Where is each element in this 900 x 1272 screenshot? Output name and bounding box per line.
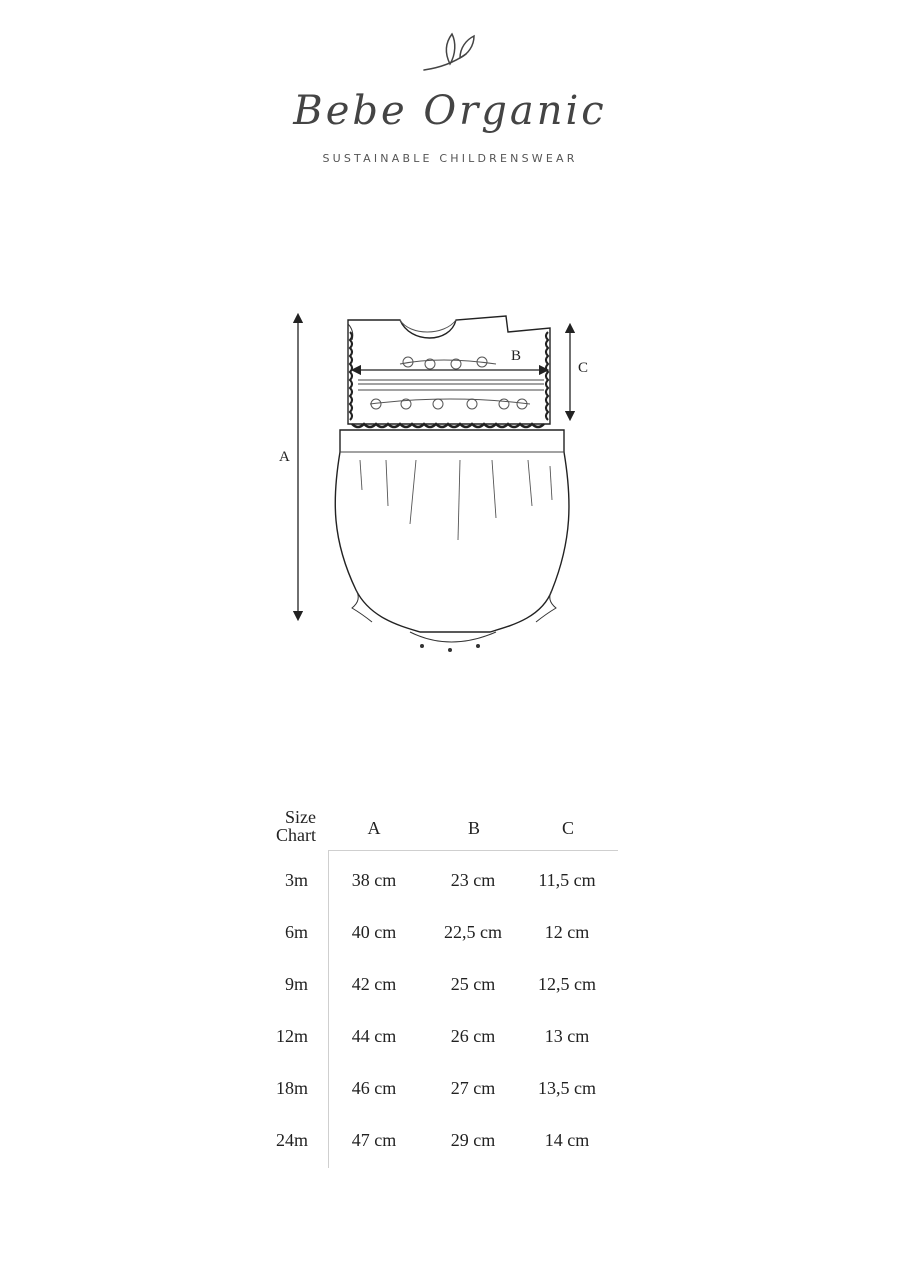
size-chart-title	[262, 808, 316, 844]
dimension-b-label: B	[511, 348, 522, 364]
size-cell: 6m	[284, 922, 308, 942]
value-b-cell: 23 cm	[450, 870, 496, 890]
size-cell: 12m	[275, 1026, 308, 1046]
value-a-cell: 46 cm	[351, 1078, 397, 1098]
column-header-c: C	[561, 818, 574, 838]
size-cell: 9m	[284, 974, 308, 994]
value-a-cell: 42 cm	[351, 974, 397, 994]
size-cell: 3m	[284, 870, 308, 890]
size-chart-title-line1: Size	[285, 807, 316, 827]
value-b-cell: 27 cm	[450, 1078, 496, 1098]
value-c-cell: 12 cm	[544, 922, 590, 942]
value-b-cell: 22,5 cm	[444, 922, 502, 942]
value-c-cell: 14 cm	[544, 1130, 590, 1150]
size-cell: 24m	[275, 1130, 308, 1150]
column-divider	[328, 850, 329, 1168]
value-c-cell: 12,5 cm	[538, 974, 596, 994]
value-b-cell: 29 cm	[450, 1130, 496, 1150]
header-divider	[328, 850, 618, 851]
brand-tagline: SUSTAINABLE CHILDRENSWEAR	[322, 152, 578, 165]
dimension-a-label: A	[279, 449, 290, 465]
value-a-cell: 47 cm	[351, 1130, 397, 1150]
size-chart-title-line2: Chart	[276, 825, 316, 845]
value-c-cell: 13 cm	[544, 1026, 590, 1046]
size-cell: 18m	[275, 1078, 308, 1098]
leaf-sprig-icon	[420, 18, 480, 76]
brand-name: Bebe Organic	[293, 88, 607, 134]
value-c-cell: 11,5 cm	[538, 870, 596, 890]
column-header-a: A	[367, 818, 381, 838]
column-header-b: B	[467, 818, 480, 838]
value-b-cell: 25 cm	[450, 974, 496, 994]
value-a-cell: 38 cm	[351, 870, 397, 890]
value-c-cell: 13,5 cm	[538, 1078, 596, 1098]
value-b-cell: 26 cm	[450, 1026, 496, 1046]
size-chart-table	[258, 806, 638, 1176]
romper-diagram	[260, 300, 600, 670]
dimension-c-label: C	[578, 360, 589, 376]
value-a-cell: 44 cm	[351, 1026, 397, 1046]
value-a-cell: 40 cm	[351, 922, 397, 942]
